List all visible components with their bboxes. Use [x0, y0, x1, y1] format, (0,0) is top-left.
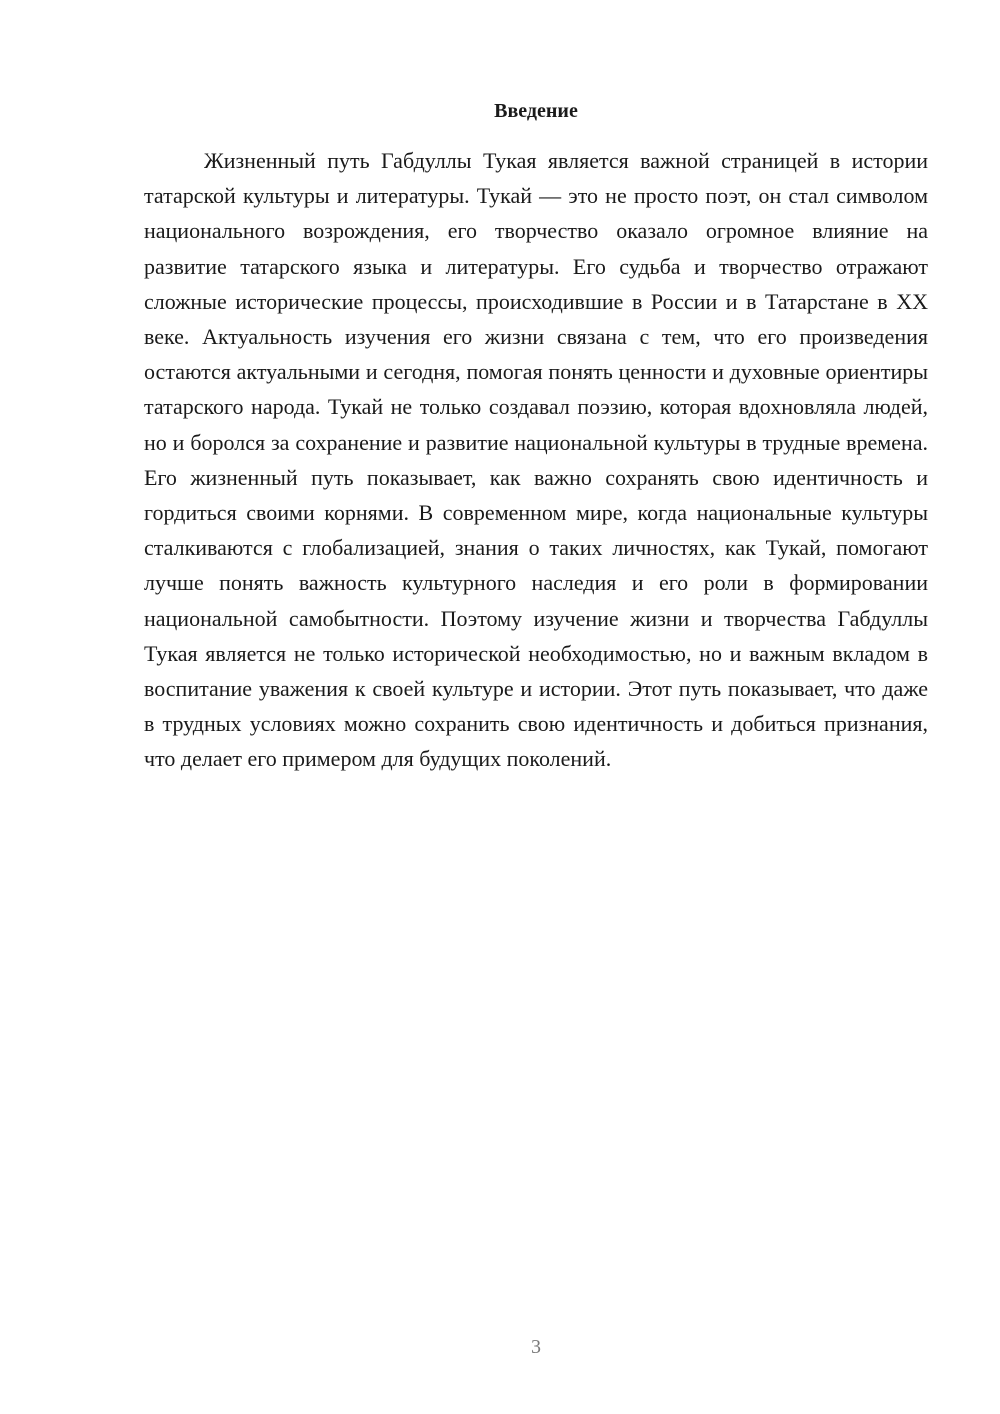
body-paragraph: Жизненный путь Габдуллы Тукая является важной страницей в истории татарской культуры и литературы. Тукай — это не просто поэт, он стал символом национального возрождения, его творчество оказало огромное влияние на развитие татарского языка и литературы. Его судьба и творчество отражают сложные исторические процессы, происходившие в России и в Татарстане в XX веке. Актуальность изучения его жизни связана с тем, что его произведения остаются актуальными и сегодня, помогая понять ценности и духовные ориентиры татарского народа. Тукай не только создавал поэзию, которая вдохновляла людей, но и боролся за сохранение и развитие национальной культуры в трудные времена. Его жизненный путь показывает, как важно сохранять свою идентичность и гордиться своими корнями. В современном мире, когда национальные культуры сталкиваются с глобализацией, знания о таких личностях, как Тукай, помогают лучше понять важность культурного наследия и его роли в формировании национальной самобытности. Поэтому изучение жизни и творчества Габдуллы Тукая является не только исторической необходимостью, но и важным вкладом в воспитание уважения к своей культуре и истории. Этот путь показывает, что даже в трудных условиях можно сохранить свою идентичность и добиться признания, что делает его примером для будущих поколений. [144, 148, 928, 772]
page-number: 3 [531, 1336, 541, 1358]
section-heading: Введение [494, 100, 578, 122]
